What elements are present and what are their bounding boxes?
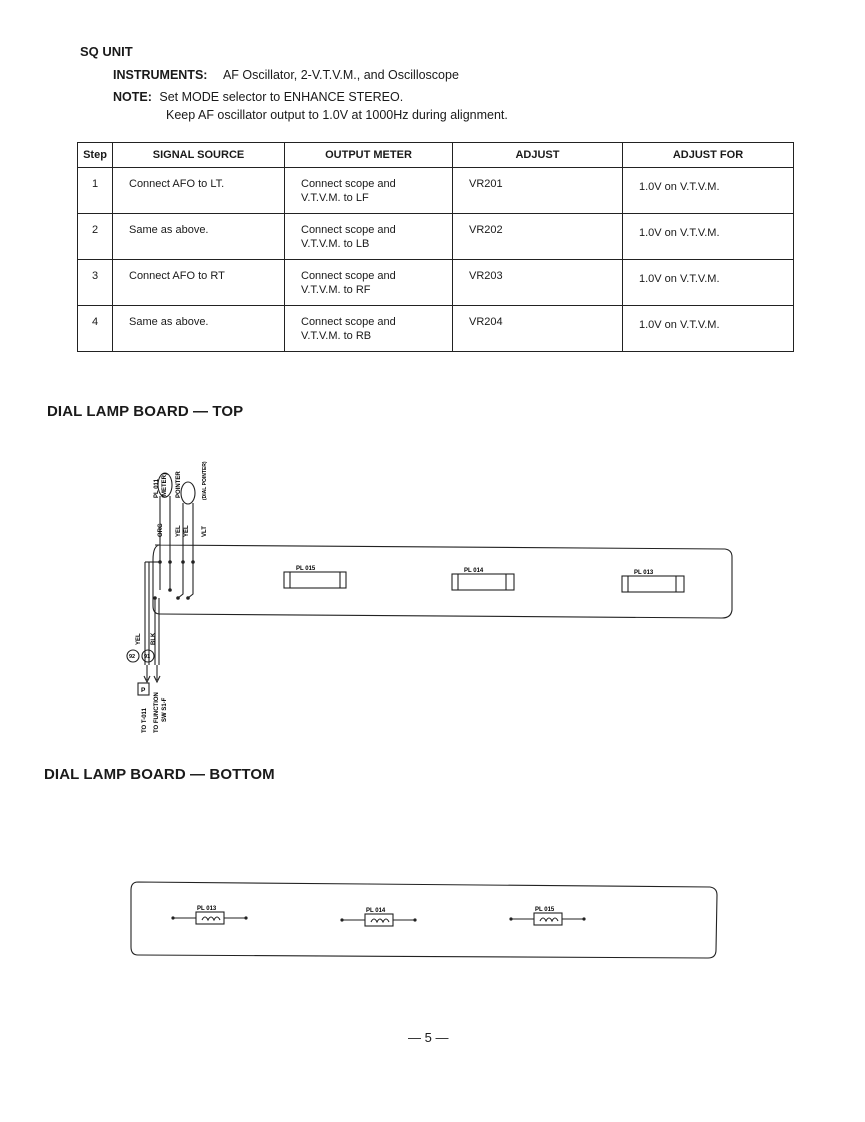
lamp-015-body bbox=[284, 572, 346, 588]
output-meter-cell bbox=[285, 260, 452, 297]
step-cell: 1 bbox=[91, 178, 99, 190]
output-meter-cell bbox=[285, 306, 452, 343]
output-meter-line: Connect scope and bbox=[301, 316, 396, 328]
output-meter-line: V.T.V.M. to LF bbox=[301, 192, 369, 204]
lamp-014-label: PL 014 bbox=[464, 568, 484, 574]
terminal-91-label: 91 bbox=[144, 654, 151, 660]
signal-source-cell: Same as above. bbox=[129, 316, 209, 328]
bottom-lamp-013-label: PL 013 bbox=[197, 906, 217, 912]
column-header: ADJUST bbox=[453, 143, 623, 168]
adjust-for-cell: 1.0V on V.T.V.M. bbox=[639, 319, 720, 331]
signal-source-cell: Same as above. bbox=[129, 224, 209, 236]
column-header: SIGNAL SOURCE bbox=[113, 143, 285, 168]
top-board-title: DIAL LAMP BOARD — TOP bbox=[47, 403, 244, 420]
adjust-for-cell: 1.0V on V.T.V.M. bbox=[639, 227, 720, 239]
output-meter-cell bbox=[285, 168, 452, 205]
sw-label: SW S1-F bbox=[162, 697, 168, 722]
note-label: NOTE: bbox=[113, 90, 152, 104]
output-meter-line: Connect scope and bbox=[301, 178, 396, 190]
bottom-lamp-014-label: PL 014 bbox=[366, 908, 386, 914]
lamp-014-body bbox=[452, 574, 514, 590]
pointer-label: POINTER bbox=[176, 471, 182, 498]
to-function-label: TO FUNCTION bbox=[154, 692, 160, 733]
lamp-015-label: PL 015 bbox=[296, 566, 316, 572]
table-row bbox=[78, 260, 794, 306]
output-meter-line: Connect scope and bbox=[301, 224, 396, 236]
output-meter-line: V.T.V.M. to RB bbox=[301, 330, 372, 342]
instruments-line bbox=[113, 68, 459, 82]
bottom-board-title: DIAL LAMP BOARD — BOTTOM bbox=[44, 766, 275, 783]
instruments-label: INSTRUMENTS: bbox=[113, 68, 208, 82]
bottom-board-diagram bbox=[0, 875, 865, 965]
column-header: ADJUST FOR bbox=[623, 143, 794, 168]
adjust-cell: VR202 bbox=[469, 224, 503, 236]
bottom-board-outline bbox=[131, 882, 717, 958]
adjust-for-cell: 1.0V on V.T.V.M. bbox=[639, 181, 720, 193]
note-line-1 bbox=[113, 90, 403, 104]
instruments-text: AF Oscillator, 2-V.T.V.M., and Oscilloscope bbox=[222, 68, 459, 82]
adjust-cell: VR201 bbox=[469, 178, 503, 190]
column-header: OUTPUT METER bbox=[285, 143, 453, 168]
bottom-lamp-015-label: PL 015 bbox=[535, 907, 555, 913]
wire-vlt: VLT bbox=[202, 526, 208, 537]
lamp-013-label: PL 013 bbox=[634, 570, 654, 576]
meter-lamp-label: PL 011 bbox=[154, 479, 160, 498]
table-row bbox=[78, 168, 794, 214]
top-board-diagram bbox=[0, 440, 865, 740]
wire-org: ORG bbox=[158, 523, 164, 537]
step-cell: 2 bbox=[91, 224, 99, 236]
terminal-p-label: P bbox=[141, 687, 146, 694]
signal-source-cell: Connect AFO to RT bbox=[129, 270, 225, 282]
table-row bbox=[78, 306, 794, 352]
adjust-cell: VR203 bbox=[469, 270, 503, 282]
column-header: Step bbox=[78, 143, 113, 168]
unit-title: SQ UNIT bbox=[80, 44, 133, 59]
note-text-2: Keep AF oscillator output to 1.0V at 1000Hz during alignment. bbox=[166, 108, 508, 122]
signal-source-cell: Connect AFO to LT. bbox=[129, 178, 225, 190]
step-cell: 4 bbox=[91, 316, 99, 328]
output-meter-line: V.T.V.M. to RF bbox=[301, 284, 371, 296]
meter-lamp-sub: (METER) bbox=[162, 473, 168, 498]
adjust-for-cell: 1.0V on V.T.V.M. bbox=[639, 273, 720, 285]
wire-blk-bottom: BLK bbox=[151, 632, 157, 645]
lamp-013-body bbox=[622, 576, 684, 592]
wire-yel: YEL bbox=[176, 525, 182, 537]
to-t011-label: TO T-011 bbox=[142, 708, 148, 733]
alignment-table bbox=[77, 142, 794, 352]
output-meter-line: Connect scope and bbox=[301, 270, 396, 282]
wire-yel-bottom: YEL bbox=[136, 633, 142, 645]
table-header-row bbox=[78, 143, 794, 168]
page-number: — 5 — bbox=[408, 1030, 449, 1045]
adjust-cell: VR204 bbox=[469, 316, 503, 328]
pointer-lamp-bulb bbox=[181, 482, 195, 504]
wire-yel: YEL bbox=[184, 525, 190, 537]
dial-pointer-label: (DIAL POINTER) bbox=[202, 461, 208, 500]
output-meter-cell bbox=[285, 214, 452, 251]
note-text-1: Set MODE selector to ENHANCE STEREO. bbox=[159, 90, 404, 104]
step-cell: 3 bbox=[91, 270, 99, 282]
top-board-outline bbox=[153, 545, 732, 618]
output-meter-line: V.T.V.M. to LB bbox=[301, 238, 370, 250]
terminal-92-label: 92 bbox=[129, 654, 136, 660]
table-row bbox=[78, 214, 794, 260]
